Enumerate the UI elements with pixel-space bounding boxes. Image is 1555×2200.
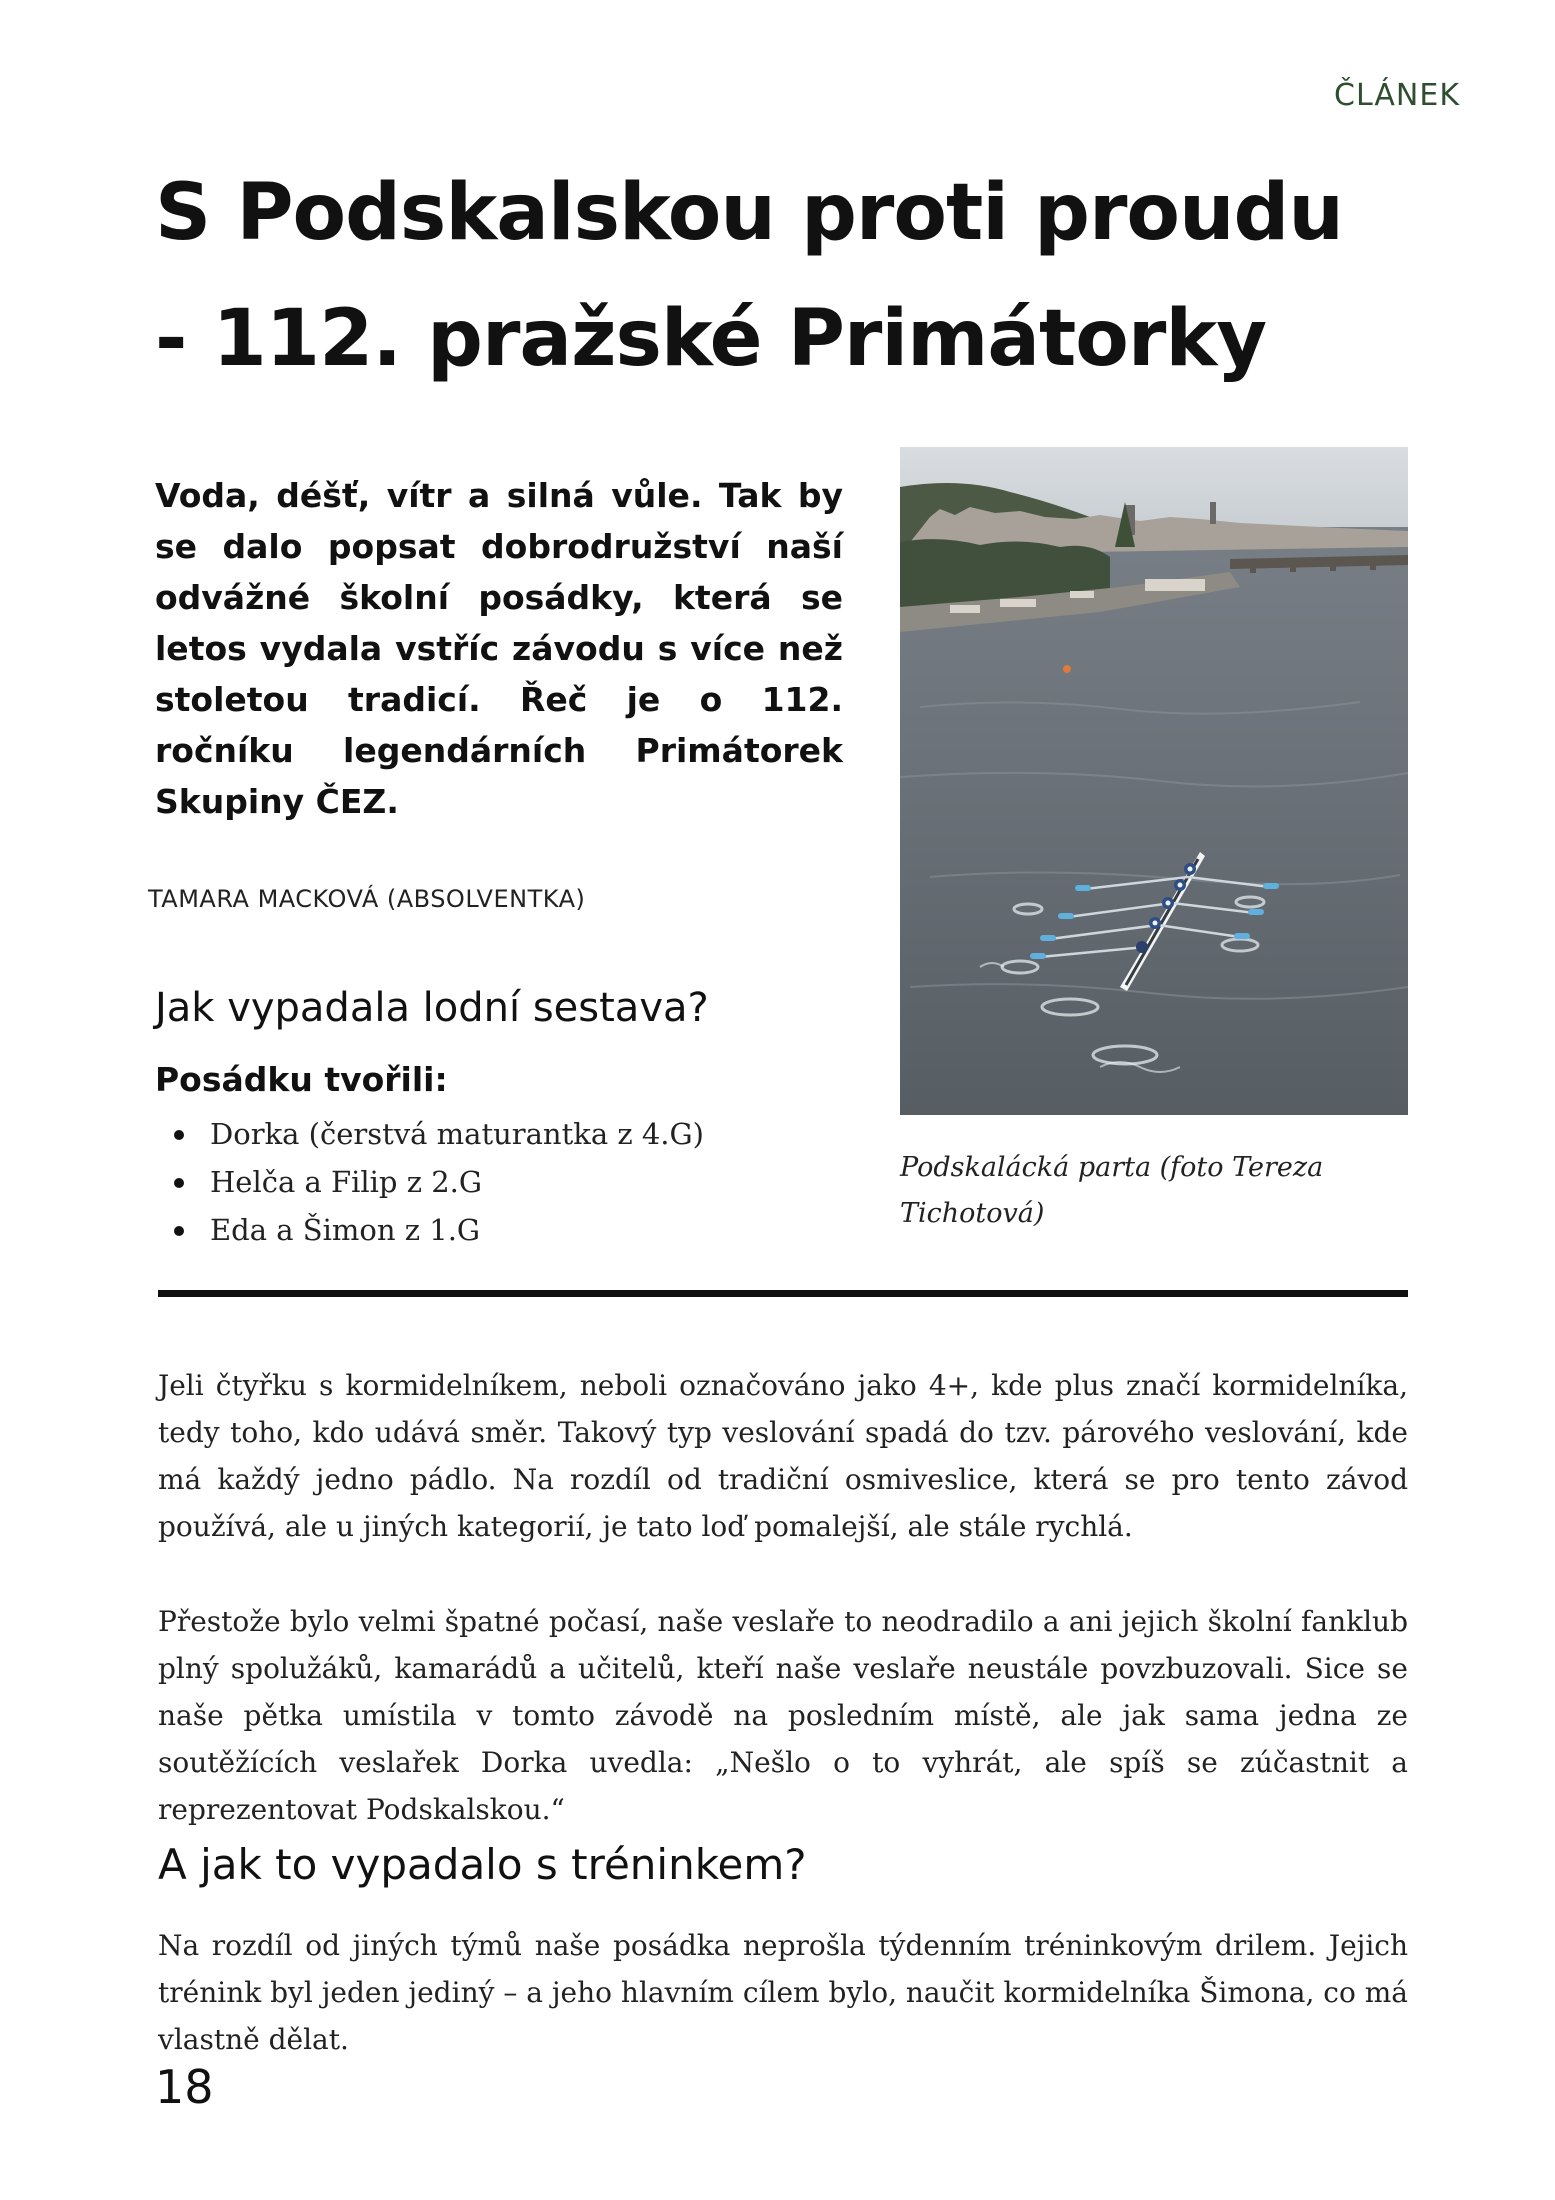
article-title-line-1: S Podskalskou proti proudu <box>155 168 1343 258</box>
crew-heading: Jak vypadala lodní sestava? <box>155 985 709 1031</box>
list-item: Dorka (čerstvá maturantka z 4.G) <box>170 1110 704 1158</box>
crew-list <box>170 1110 704 1254</box>
page-number: 18 <box>155 2060 214 2114</box>
list-item: Eda a Šimon z 1.G <box>170 1206 704 1254</box>
article-paragraph-2: Přestože bylo velmi špatné počasí, naše veslaře to neodradilo a ani jejich školní fanklub plný spolužáků, kamarádů a učitelů, kteří naše veslaře neustále povzbuzovali. Sice se naše pětka umístila v tomto závodě na posledním místě, ale jak sama jedna ze soutěžících veslařek Dorka uvedla: „Nešlo o to vyhrát, ale spíš se zúčastnit a reprezentovat Podskalskou.“ <box>158 1605 1408 1826</box>
training-heading: A jak to vypadalo s tréninkem? <box>158 1840 807 1889</box>
article-lead: Voda, déšť, vítr a silná vůle. Tak by se dalo popsat dobrodružství naší odvážné školní posádky, která se letos vydala vstříc závodu s více než stoletou tradicí. Řeč je o 112. ročníku legendárních Primátorek Skupiny ČEZ. <box>155 476 843 821</box>
crew-subheading: Posádku tvořili: <box>155 1060 448 1099</box>
article-paragraph-1: Jeli čtyřku s kormidelníkem, neboli označováno jako 4+, kde plus značí kormidelníka, tedy toho, kdo udává směr. Takový typ veslování spadá do tzv. párového veslování, kde má každý jedno pádlo. Na rozdíl od tradiční osmiveslice, která se pro tento závod používá, ale u jiných kategorií, je tato loď pomalejší, ale stále rychlá. <box>158 1369 1408 1543</box>
section-divider <box>158 1290 1408 1297</box>
rowing-photo <box>900 447 1408 1115</box>
section-label: ČLÁNEK <box>1334 78 1460 113</box>
article-title <box>155 150 1455 402</box>
article-paragraph-3: Na rozdíl od jiných týmů naše posádka neprošla týdenním tréninkovým drilem. Jejich trénink byl jeden jediný – a jeho hlavním cílem bylo, naučit kormidelníka Šimona, co má vlastně dělat. <box>158 1929 1408 2056</box>
article-author: TAMARA MACKOVÁ (ABSOLVENTKA) <box>148 885 586 913</box>
photo-caption: Podskalácká parta (foto Tereza Tichotová) <box>900 1152 1324 1229</box>
list-item: Helča a Filip z 2.G <box>170 1158 704 1206</box>
article-title-line-2: - 112. pražské Primátorky <box>155 294 1267 384</box>
rowing-photo-illustration <box>900 447 1408 1115</box>
